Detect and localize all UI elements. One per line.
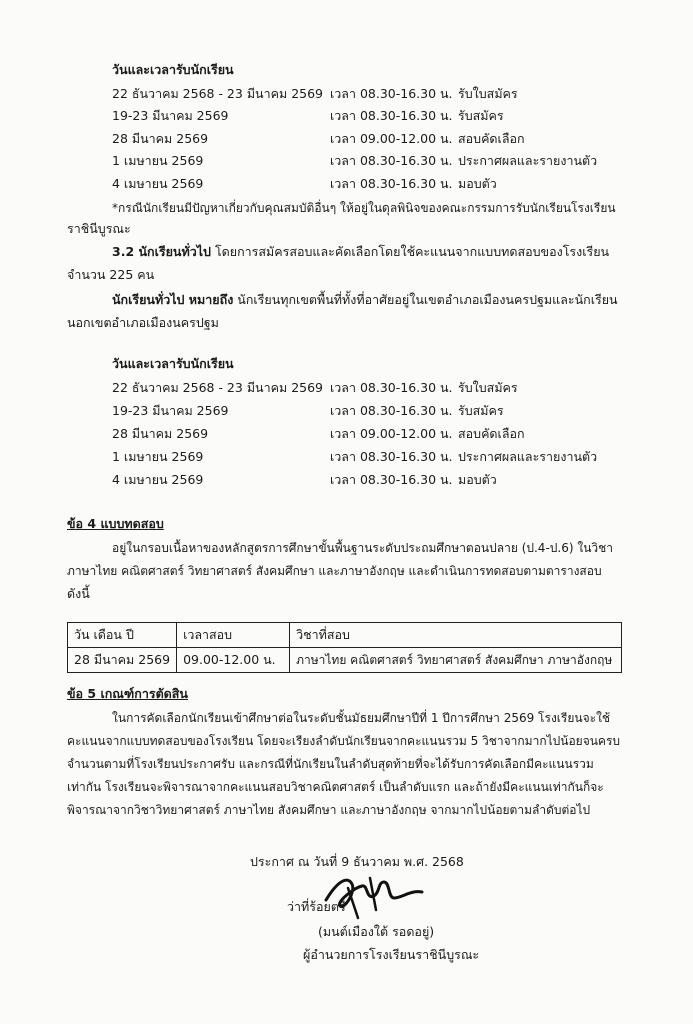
- section5-line: ในการคัดเลือกนักเรียนเข้าศึกษาต่อในระดับชั้นมัธยมศึกษาปีที่ 1 ปีการศึกษา 2569 โรงเรียนจะใช้: [112, 711, 611, 725]
- schedule-time: เวลา 08.30-16.30 น.: [330, 403, 453, 418]
- schedule-date: 19-23 มีนาคม 2569: [112, 403, 229, 418]
- schedule-time: เวลา 08.30-16.30 น.: [330, 86, 453, 101]
- schedule-date: 28 มีนาคม 2569: [112, 131, 209, 146]
- section5-line: จำนวนตามที่โรงเรียนประกาศรับ และกรณีที่นักเรียนในลำดับสุดท้ายที่จะได้รับการคัดเลือกมีคะแนนรวม: [67, 757, 594, 771]
- schedule1-row: [0, 176, 693, 196]
- schedule-date: 19-23 มีนาคม 2569: [112, 108, 229, 123]
- schedule-activity: รับสมัคร: [458, 108, 504, 123]
- table-header-subjects: วิชาที่สอบ: [290, 623, 622, 648]
- schedule1-row: [0, 108, 693, 128]
- definition-text: นักเรียนทุกเขตพื้นที่ทั้งที่อาศัยอยู่ในเขตอำเภอเมืองนครปฐมและนักเรียน: [237, 292, 618, 307]
- section4-line: ภาษาไทย คณิตศาสตร์ วิทยาศาสตร์ สังคมศึกษา และภาษาอังกฤษ และดำเนินการทดสอบตามตารางสอบ: [67, 564, 602, 578]
- schedule-activity: รับใบสมัคร: [458, 380, 518, 395]
- definition-text-cont: นอกเขตอำเภอเมืองนครปฐม: [67, 315, 219, 330]
- schedule1-row: [0, 131, 693, 151]
- schedule-date: 22 ธันวาคม 2568 - 23 มีนาคม 2569: [112, 86, 324, 101]
- schedule-activity: สอบคัดเลือก: [458, 131, 525, 146]
- table-header-row: [68, 623, 622, 648]
- schedule1-heading: วันและเวลารับนักเรียน: [112, 62, 234, 77]
- schedule-date: 4 เมษายน 2569: [112, 176, 204, 191]
- table-cell-subjects: ภาษาไทย คณิตศาสตร์ วิทยาศาสตร์ สังคมศึกษา ภาษาอังกฤษ: [290, 648, 622, 673]
- schedule-activity: ประกาศผลและรายงานตัว: [458, 153, 598, 168]
- section5-line: เท่ากัน โรงเรียนจะพิจารณาจากคะแนนสอบวิชาคณิตศาสตร์ เป็นลำดับแรก และถ้ายังมีคะแนนเท่ากันก็จะ: [67, 780, 604, 794]
- section32-line: [112, 244, 609, 260]
- schedule-activity: รับใบสมัคร: [458, 86, 518, 101]
- schedule-date: 1 เมษายน 2569: [112, 449, 204, 464]
- schedule-date: 22 ธันวาคม 2568 - 23 มีนาคม 2569: [112, 380, 324, 395]
- definition-label: นักเรียนทั่วไป หมายถึง: [112, 292, 234, 307]
- exam-schedule-table: [67, 622, 622, 673]
- section4-heading: ข้อ 4 แบบทดสอบ: [67, 516, 164, 531]
- schedule2-row: [0, 380, 693, 400]
- schedule-date: 28 มีนาคม 2569: [112, 426, 209, 441]
- signer-position: ผู้อำนวยการโรงเรียนราชินีบูรณะ: [303, 947, 480, 962]
- schedule2-row: [0, 403, 693, 423]
- table-header-time: เวลาสอบ: [177, 623, 290, 648]
- announcement-date: ประกาศ ณ วันที่ 9 ธันวาคม พ.ศ. 2568: [250, 854, 464, 869]
- signer-name: (มนต์เมืองใต้ รอดอยู่): [318, 924, 435, 939]
- section32-label: 3.2 นักเรียนทั่วไป: [112, 244, 211, 259]
- schedule-time: เวลา 09.00-12.00 น.: [330, 426, 453, 441]
- schedule1-row: [0, 153, 693, 173]
- schedule1-row: [0, 86, 693, 106]
- schedule-activity: มอบตัว: [458, 472, 497, 487]
- schedule-time: เวลา 08.30-16.30 น.: [330, 380, 453, 395]
- section5-heading: ข้อ 5 เกณฑ์การตัดสิน: [67, 686, 188, 701]
- section32-definition: [112, 292, 618, 308]
- section32-text: โดยการสมัครสอบและคัดเลือกโดยใช้คะแนนจากแบบทดสอบของโรงเรียน: [214, 244, 610, 259]
- section4-line: ดังนี้: [67, 586, 90, 601]
- schedule-time: เวลา 08.30-16.30 น.: [330, 449, 453, 464]
- schedule-time: เวลา 08.30-16.30 น.: [330, 176, 453, 191]
- note-line: ราชินีบูรณะ: [67, 221, 131, 236]
- table-cell-time: 09.00-12.00 น.: [177, 648, 290, 673]
- note-line: *กรณีนักเรียนมีปัญหาเกี่ยวกับคุณสมบัติอื่นๆ ให้อยู่ในดุลพินิจของคณะกรรมการรับนักเรียนโรงเรียน: [112, 201, 616, 215]
- schedule-activity: มอบตัว: [458, 176, 497, 191]
- schedule-activity: สอบคัดเลือก: [458, 426, 525, 441]
- schedule2-heading: วันและเวลารับนักเรียน: [112, 356, 234, 371]
- schedule2-row: [0, 426, 693, 446]
- schedule-activity: ประกาศผลและรายงานตัว: [458, 449, 598, 464]
- schedule2-row: [0, 472, 693, 492]
- signer-rank: ว่าที่ร้อยตรี: [287, 899, 346, 914]
- schedule-time: เวลา 08.30-16.30 น.: [330, 108, 453, 123]
- table-header-date: วัน เดือน ปี: [68, 623, 177, 648]
- section5-line: พิจารณาจากวิชาวิทยาศาสตร์ ภาษาไทย สังคมศึกษา และภาษาอังกฤษ จากมากไปน้อยตามลำดับต่อไป: [67, 803, 591, 817]
- schedule-time: เวลา 08.30-16.30 น.: [330, 472, 453, 487]
- section5-line: คะแนนจากแบบทดสอบของโรงเรียน โดยจะเรียงลำดับนักเรียนจากคะแนนรวม 5 วิชาจากมากไปน้อยจนครบ: [67, 734, 621, 748]
- schedule-time: เวลา 08.30-16.30 น.: [330, 153, 453, 168]
- schedule2-row: [0, 449, 693, 469]
- section4-line: อยู่ในกรอบเนื้อหาของหลักสูตรการศึกษาขั้นพื้นฐานระดับประถมศึกษาตอนปลาย (ป.4-ป.6) ในวิชา: [112, 541, 614, 555]
- schedule-activity: รับสมัคร: [458, 403, 504, 418]
- section32-count: จำนวน 225 คน: [67, 267, 155, 282]
- table-cell-date: 28 มีนาคม 2569: [68, 648, 177, 673]
- schedule-date: 4 เมษายน 2569: [112, 472, 204, 487]
- schedule-date: 1 เมษายน 2569: [112, 153, 204, 168]
- table-row: [68, 648, 622, 673]
- schedule-time: เวลา 09.00-12.00 น.: [330, 131, 453, 146]
